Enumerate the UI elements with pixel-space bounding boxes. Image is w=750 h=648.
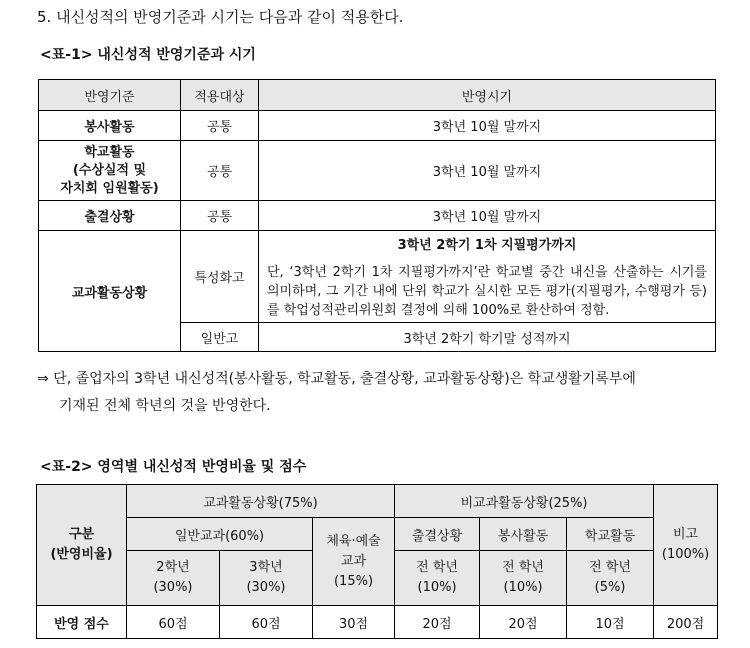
all-grades-line: (10%): [503, 580, 543, 595]
score-cell: 60점: [127, 606, 220, 639]
grade3-line: 3학년: [249, 560, 283, 575]
criterion-line: 학교활동: [84, 144, 135, 160]
attendance-header: 출결상황: [395, 518, 480, 551]
attendance-all-grades-header: [395, 551, 480, 606]
all-grades-line: (10%): [417, 580, 457, 595]
special-timing-title: 3학년 2학기 1차 지필평가까지: [397, 237, 577, 253]
target-cell: 공통: [181, 111, 259, 141]
target-cell: 공통: [181, 201, 259, 231]
school-activity-header: 학교활동: [567, 518, 654, 551]
graduate-note: [37, 366, 727, 420]
timing-cell-special: [259, 231, 716, 323]
timing-cell: 3학년 10월 말까지: [259, 201, 716, 231]
all-grades-line: 전 학년: [416, 560, 458, 575]
score-cell: 60점: [220, 606, 313, 639]
criterion-cell: 봉사활동: [39, 111, 181, 141]
target-cell: 공통: [181, 141, 259, 201]
remarks-line: 비고: [672, 527, 699, 542]
header-criterion: 반영기준: [39, 80, 181, 111]
timing-cell: 3학년 10월 말까지: [259, 111, 716, 141]
note-line: 기재된 전체 학년의 것을 반영한다.: [59, 398, 271, 414]
grade3-line: (30%): [246, 580, 286, 595]
criterion-line: 자치회 임원활동): [60, 180, 159, 196]
all-grades-line: 전 학년: [589, 560, 631, 575]
target-cell: 특성화고: [181, 231, 259, 323]
table-row: [39, 141, 716, 201]
category-header: [37, 485, 127, 606]
timing-cell: 3학년 10월 말까지: [259, 141, 716, 201]
header-timing: 반영시기: [259, 80, 716, 111]
table1-caption: <표-1> 내신성적 반영기준과 시기: [40, 47, 256, 63]
category-line: 구분: [68, 527, 95, 542]
grade3-header: [220, 551, 313, 606]
table2-caption: <표-2> 영역별 내신성적 반영비율 및 점수: [40, 459, 307, 475]
table-header-row: [37, 485, 718, 518]
table-row: [39, 201, 716, 231]
pe-arts-line: (15%): [333, 573, 374, 589]
grade2-header: [127, 551, 220, 606]
curricular-group-header: 교과활동상황(75%): [127, 485, 395, 518]
score-cell: 30점: [313, 606, 395, 639]
all-grades-line: (5%): [594, 580, 626, 595]
score-cell: 20점: [480, 606, 567, 639]
remarks-line: (100%): [661, 547, 710, 562]
header-target: 적용대상: [181, 80, 259, 111]
grade2-line: (30%): [153, 580, 193, 595]
criterion-cell: 교과활동상황: [39, 231, 181, 352]
general-subjects-header: 일반교과(60%): [127, 518, 313, 551]
score-row-label: 반영 점수: [37, 606, 127, 639]
table-row: [39, 111, 716, 141]
pe-arts-line: 체육·예술: [326, 533, 381, 549]
note-line: ⇒ 단, 졸업자의 3학년 내신성적(봉사활동, 학교활동, 출결상황, 교과활동상황)은 학교생활기록부에: [37, 371, 636, 387]
noncurricular-group-header: 비교과활동상황(25%): [395, 485, 654, 518]
score-ratio-table: [36, 484, 718, 639]
school-all-grades-header: [567, 551, 654, 606]
grade2-line: 2학년: [156, 560, 190, 575]
target-cell: 일반고: [181, 323, 259, 352]
pe-arts-header: [313, 518, 395, 606]
table-row: [39, 231, 716, 323]
criterion-cell: [39, 141, 181, 201]
section-heading: 5. 내신성적의 반영기준과 시기는 다음과 같이 적용한다.: [37, 8, 404, 26]
score-cell: 20점: [395, 606, 480, 639]
score-cell: 10점: [567, 606, 654, 639]
all-grades-line: 전 학년: [502, 560, 544, 575]
remarks-header: [654, 485, 718, 606]
criterion-cell: 출결상황: [39, 201, 181, 231]
table-header-row: [37, 518, 718, 551]
score-row: [37, 606, 718, 639]
criterion-line: (수상실적 및: [72, 162, 147, 178]
timing-cell: 3학년 2학기 학기말 성적까지: [259, 323, 716, 352]
table-header-row: [39, 80, 716, 111]
pe-arts-line: 교과: [340, 553, 367, 569]
special-timing-note: 단, ‘3학년 2학기 1차 지필평가까지’란 학교별 중간 내신을 산출하는 시기를 의미하며, 그 기간 내에 단위 학교가 실시한 모든 평가(지필평가, 수행평가 등)를 학업성적관리위원회 결정에 의해 100%로 환산하여 정함.: [267, 264, 707, 318]
volunteer-all-grades-header: [480, 551, 567, 606]
volunteer-header: 봉사활동: [480, 518, 567, 551]
score-cell: 200점: [654, 606, 718, 639]
category-line: (반영비율): [50, 547, 113, 562]
reflection-criteria-table: [38, 79, 716, 352]
